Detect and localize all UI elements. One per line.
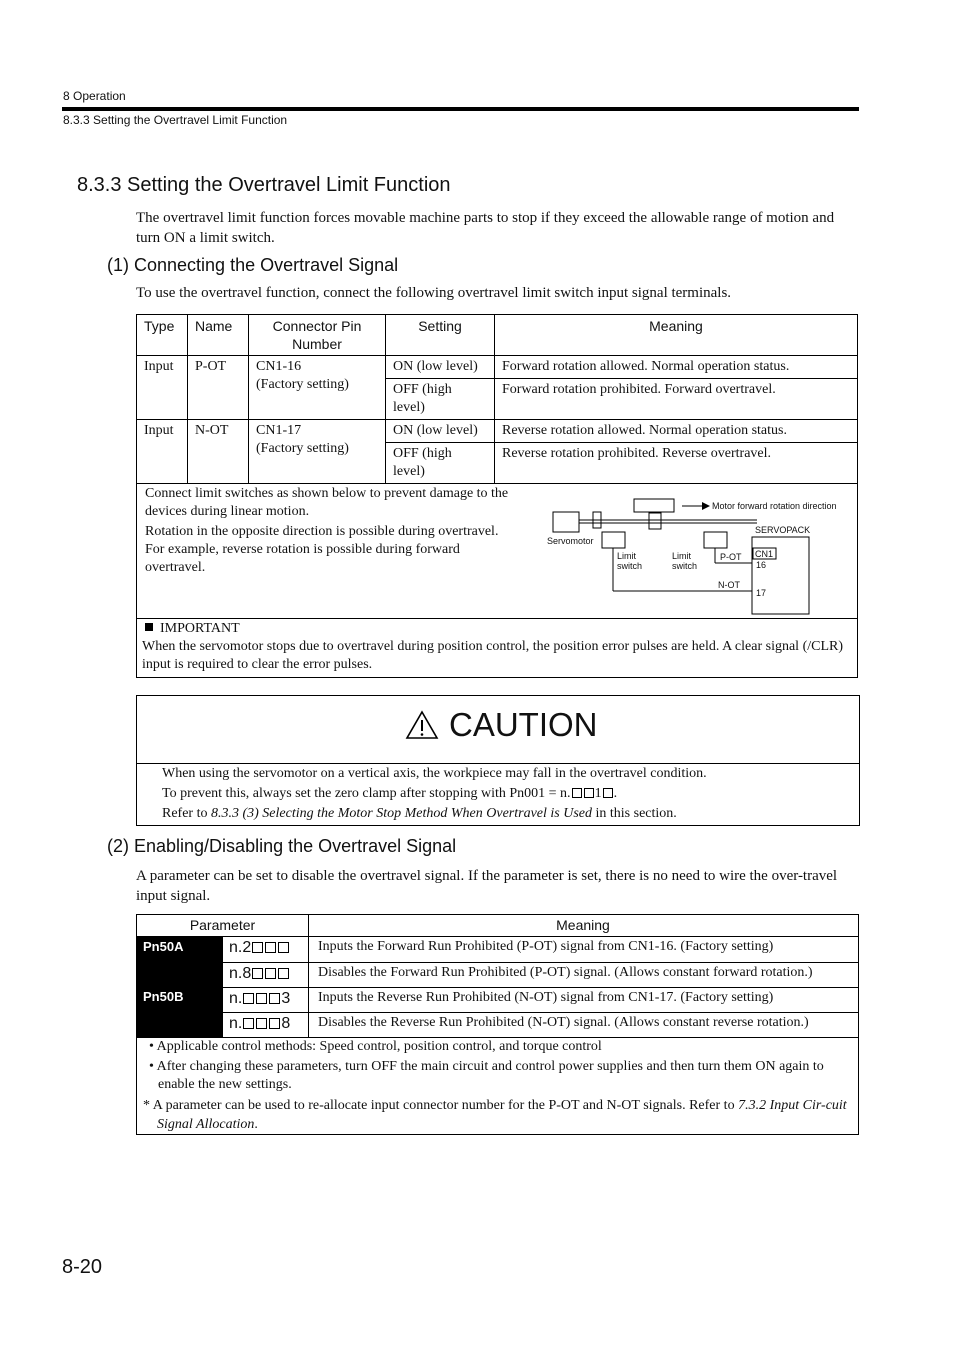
col-header-setting: Setting bbox=[386, 315, 495, 356]
cell-meaning: Forward rotation allowed. Normal operation status. bbox=[495, 356, 858, 379]
nut-block bbox=[649, 513, 661, 529]
param-value-row-1: n.2 bbox=[229, 937, 290, 959]
cell-setting: ON (low level) bbox=[386, 420, 495, 443]
p-ot-label: P-OT bbox=[720, 552, 742, 562]
cell-setting: ON (low level) bbox=[386, 356, 495, 379]
n-ot-label: N-OT bbox=[718, 580, 740, 590]
param-pn50b: Pn50B bbox=[137, 987, 223, 1037]
col-header-type: Type bbox=[137, 315, 188, 356]
bullet-square-icon bbox=[145, 623, 153, 631]
param-meaning-row-1: Inputs the Forward Run Prohibited (P-OT) signal from CN1-16. (Factory setting) bbox=[318, 939, 774, 954]
page-number: 8-20 bbox=[62, 1256, 103, 1278]
limit-switch-2-label-a: Limit bbox=[672, 551, 692, 561]
cell-setting: OFF (high level) bbox=[386, 443, 495, 484]
direction-arrow-icon bbox=[702, 502, 710, 510]
limit-switch-2-label-b: switch bbox=[672, 561, 698, 571]
table-row bbox=[137, 420, 858, 443]
cell-pin: CN1-17 (Factory setting) bbox=[249, 420, 386, 484]
important-cell bbox=[137, 619, 858, 678]
caution-line-1: When using the servomotor on a vertical axis, the workpiece may fall in the overtravel condition. bbox=[162, 766, 707, 781]
param-pn50a: Pn50A bbox=[137, 937, 223, 987]
wiring-note-1: Connect limit switches as shown below to prevent damage to the devices during linear motion. bbox=[145, 486, 509, 519]
col-header-parameter: Parameter bbox=[189, 917, 256, 933]
caution-line-2: To prevent this, always set the zero clamp after stopping with Pn001 = n. 1 . bbox=[162, 786, 618, 801]
cell-meaning: Reverse rotation prohibited. Reverse overtravel. bbox=[495, 443, 858, 484]
limit-switch-1 bbox=[602, 532, 625, 548]
cross-reference-link[interactable]: 8.3.3 (3) Selecting the Motor Stop Method When Overtravel is Used bbox=[210, 806, 593, 821]
param-value-row-2: n.8 bbox=[229, 963, 290, 985]
section-title: 8.3.3 Setting the Overtravel Limit Function bbox=[77, 174, 451, 196]
cell-meaning: Reverse rotation allowed. Normal operation status. bbox=[495, 420, 858, 443]
cn1-label: CN1 bbox=[755, 549, 774, 559]
important-text: When the servomotor stops due to overtravel during position control, the position error pulses are held. A clear signal (/CLR) input is required to clear the error pulses. bbox=[142, 639, 844, 672]
cell-pin: CN1-16 (Factory setting) bbox=[249, 356, 386, 420]
param-meaning-row-3: Inputs the Reverse Run Prohibited (N-OT) signal from CN1-17. (Factory setting) bbox=[318, 990, 774, 1005]
table-row bbox=[137, 356, 858, 379]
param-note-3: * A parameter can be used to re-allocate input connector number for the P-OT and N-OT signals. Refer to 7.3.2 Input Cir-cuit Signal Allocation. bbox=[143, 1098, 847, 1132]
caution-body bbox=[162, 764, 707, 824]
wiring-note-cell bbox=[137, 484, 858, 619]
param-meaning-row-2: Disables the Forward Run Prohibited (P-OT) signal. (Allows constant forward rotation.) bbox=[318, 965, 813, 980]
param-note-2: • After changing these parameters, turn OFF the main circuit and control power supplies and then turn them ON again to enable the new settings. bbox=[149, 1059, 824, 1092]
servomotor-body bbox=[553, 512, 579, 532]
caution-title: CAUTION bbox=[449, 706, 598, 743]
subsection-1-heading: (1) Connecting the Overtravel Signal bbox=[107, 255, 399, 275]
cell-type: Input bbox=[137, 420, 188, 484]
col-header-meaning: Meaning bbox=[495, 315, 858, 356]
cell-setting: OFF (high level) bbox=[386, 379, 495, 420]
warning-triangle-icon bbox=[405, 710, 439, 740]
table-slider bbox=[634, 499, 674, 512]
wiring-note-2: Rotation in the opposite direction is possible during overtravel. For example, reverse rotation is possible during forward overtravel. bbox=[145, 524, 499, 575]
subsection-2-heading: (2) Enabling/Disabling the Overtravel Signal bbox=[107, 836, 457, 856]
parameter-table bbox=[136, 914, 859, 1135]
param-value-row-4: n. 8 bbox=[229, 1015, 291, 1032]
col-header-pin: Connector Pin Number bbox=[249, 315, 386, 356]
cell-name: P-OT bbox=[188, 356, 249, 420]
limit-switch-1-label-b: switch bbox=[617, 561, 643, 571]
subsection-2-text: A parameter can be set to disable the overtravel signal. If the parameter is set, there is no need to wire the over-travel input signal. bbox=[136, 868, 838, 904]
param-note-1: • Applicable control methods: Speed control, position control, and torque control bbox=[149, 1039, 602, 1054]
running-header-chapter: 8 Operation bbox=[63, 89, 126, 103]
col-header-name: Name bbox=[188, 315, 249, 356]
overtravel-signal-table bbox=[136, 314, 858, 678]
cell-meaning: Forward rotation prohibited. Forward overtravel. bbox=[495, 379, 858, 420]
important-heading: IMPORTANT bbox=[142, 620, 852, 638]
intro-paragraph: The overtravel limit function forces movable machine parts to stop if they exceed the allowable range of motion and turn ON a limit switch. bbox=[136, 210, 835, 246]
limit-switch-2 bbox=[704, 532, 727, 548]
cross-reference-link[interactable]: 7.3.2 Input Cir-cuit Signal Allocation bbox=[157, 1098, 847, 1132]
running-header-section: 8.3.3 Setting the Overtravel Limit Function bbox=[63, 113, 288, 127]
pin-17-label: 17 bbox=[756, 588, 767, 598]
col-header-meaning: Meaning bbox=[556, 917, 610, 933]
param-meaning-row-4: Disables the Reverse Run Prohibited (N-OT) signal. (Allows constant reverse rotation.) bbox=[318, 1015, 809, 1030]
header-rule bbox=[62, 107, 859, 111]
caution-box bbox=[136, 695, 860, 826]
motor-direction-label: Motor forward rotation direction bbox=[712, 501, 837, 511]
param-value-row-3: n. 3 bbox=[229, 990, 291, 1007]
servopack-label: SERVOPACK bbox=[755, 525, 811, 535]
servomotor-label: Servomotor bbox=[547, 536, 594, 546]
cell-name: N-OT bbox=[188, 420, 249, 484]
limit-switch-wiring-diagram bbox=[537, 492, 847, 617]
subsection-1-text: To use the overtravel function, connect the following overtravel limit switch input signal terminals. bbox=[136, 285, 732, 301]
caution-line-3: Refer to 8.3.3 (3) Selecting the Motor Stop Method When Overtravel is Used in this section. bbox=[162, 806, 677, 821]
limit-switch-1-label-a: Limit bbox=[617, 551, 637, 561]
cell-type: Input bbox=[137, 356, 188, 420]
pin-16-label: 16 bbox=[756, 560, 767, 570]
